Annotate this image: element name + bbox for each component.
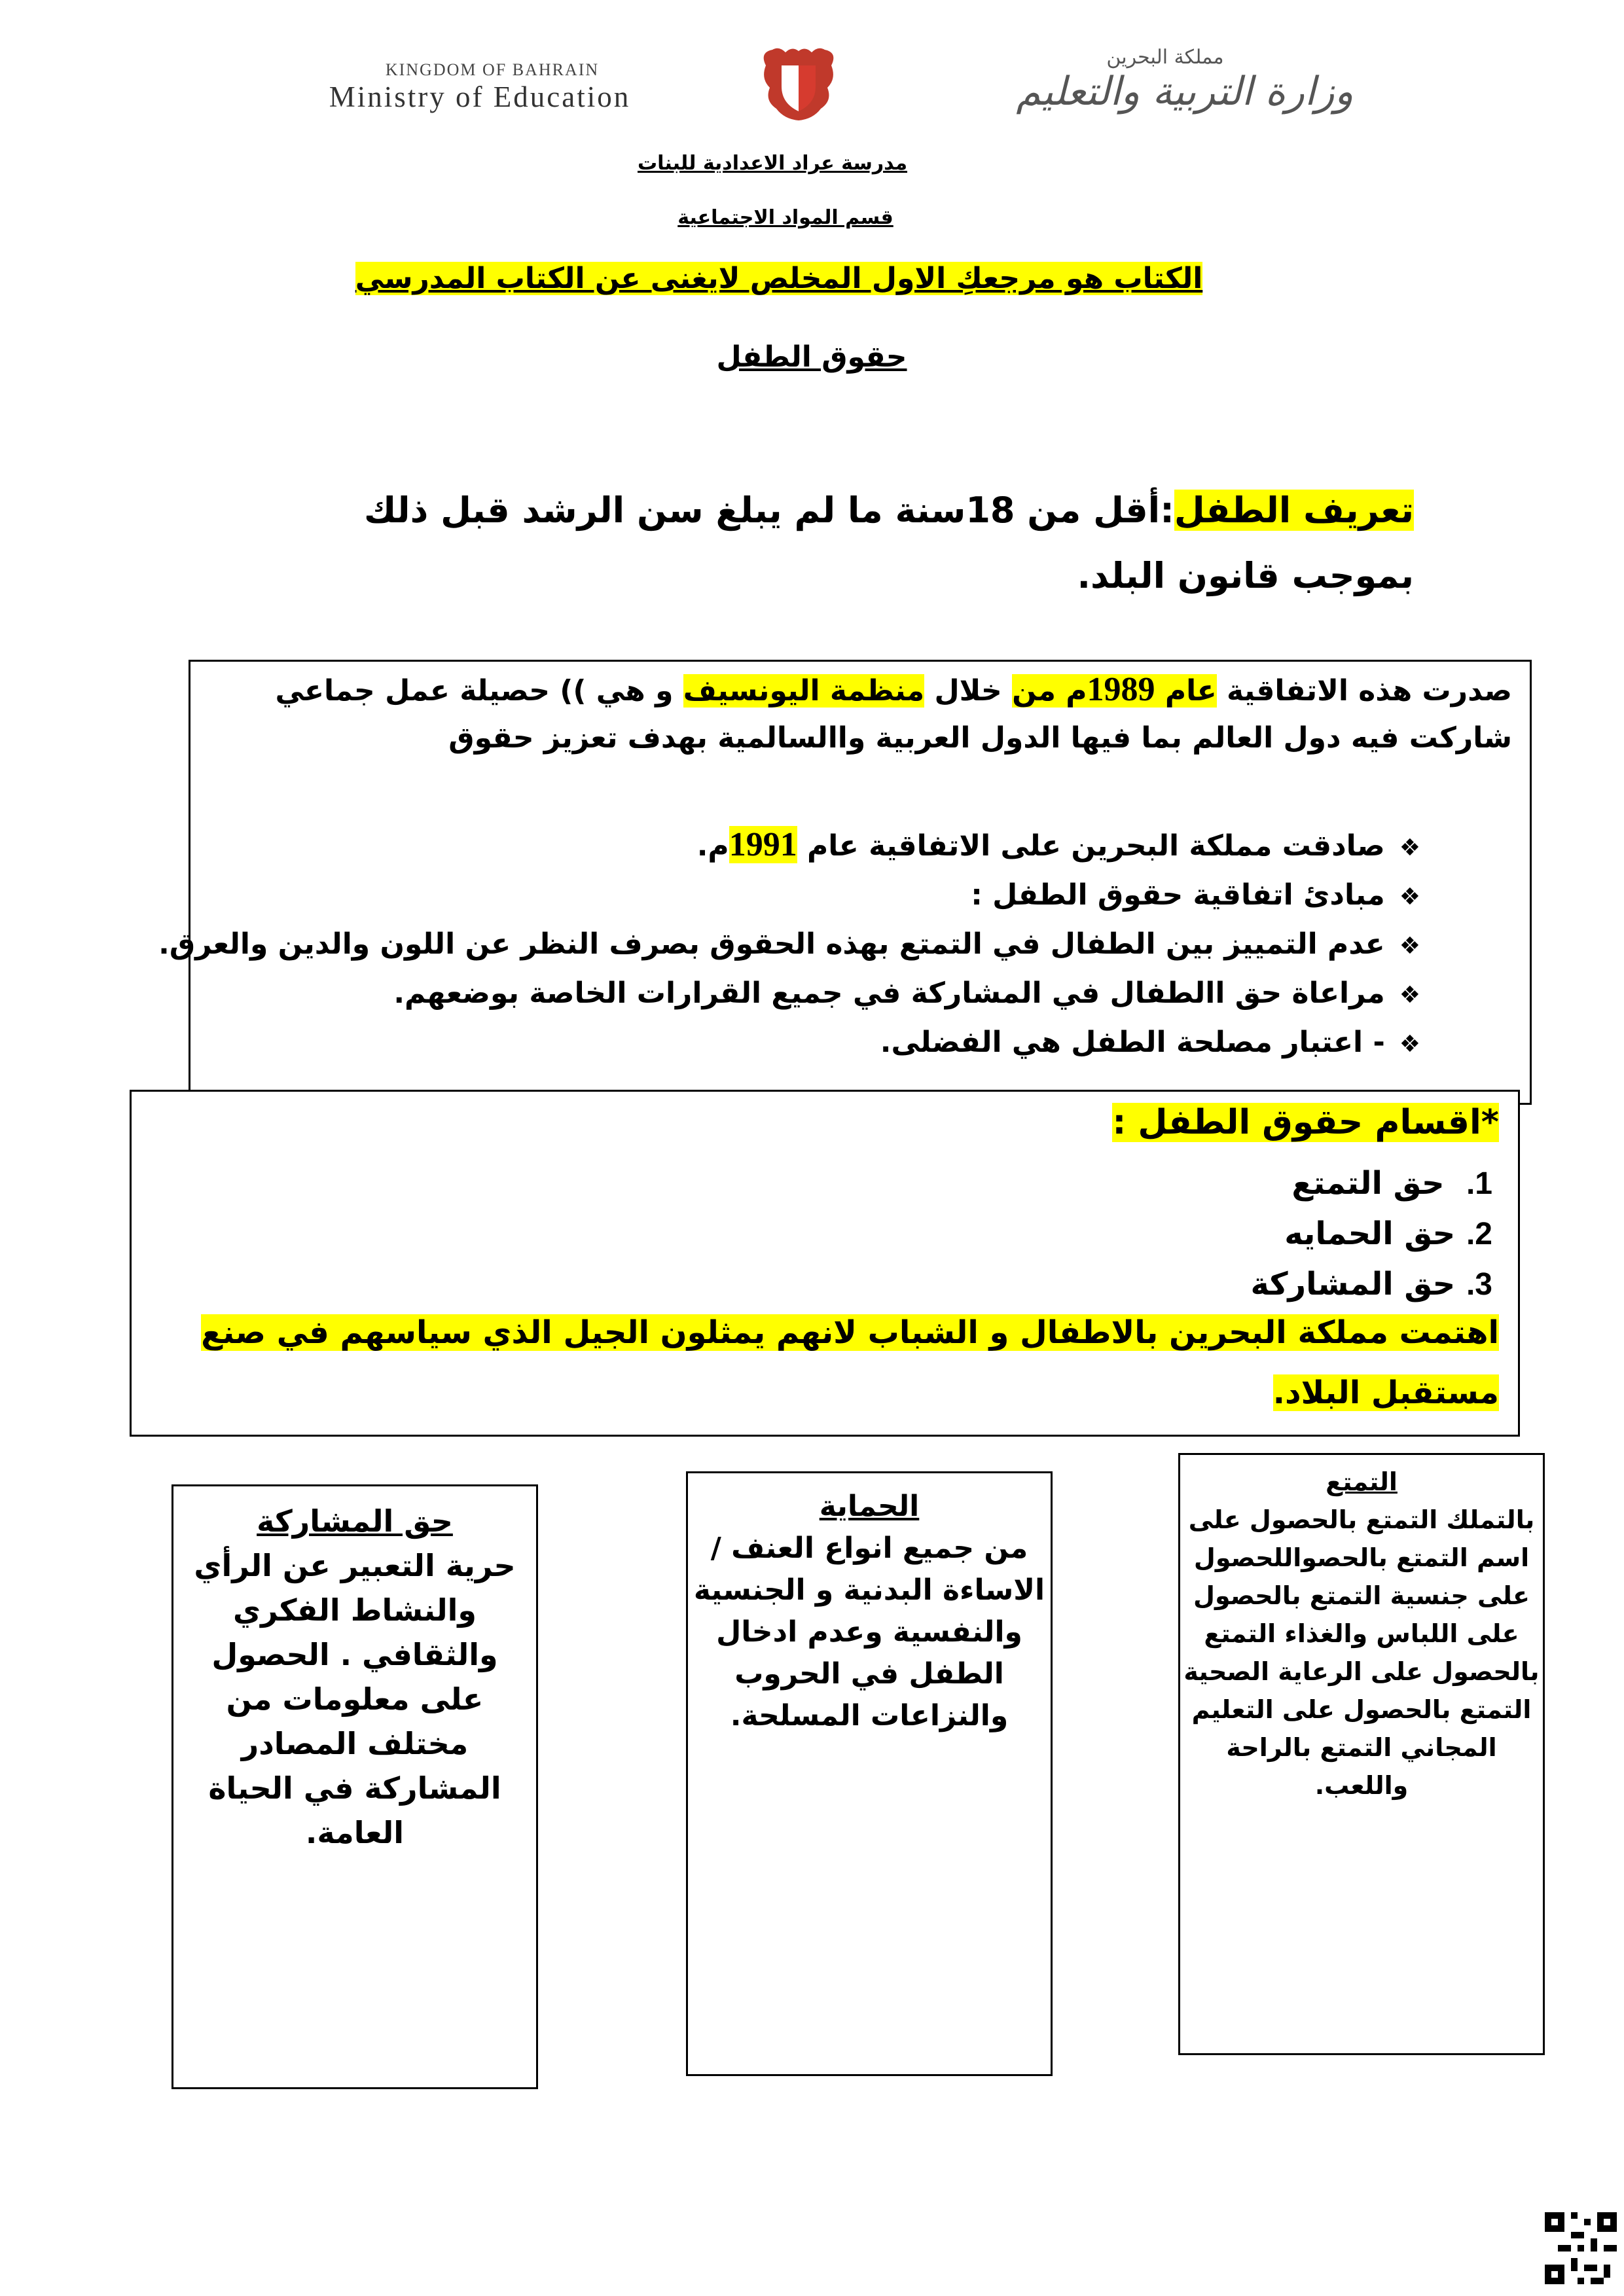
list-item-number: 3. (1466, 1267, 1492, 1302)
diamond-bullet-icon: ❖ (1399, 982, 1420, 1009)
motto (340, 262, 1218, 295)
sections-title (995, 1103, 1499, 1142)
list-item-label: حق التمتع (1291, 1165, 1445, 1202)
qr-code-icon (1545, 2212, 1617, 2284)
year-label: عام (1155, 674, 1217, 708)
card-enjoyment-title: التمتع (1326, 1467, 1398, 1496)
motto-text: الكتاب هو مرجعكِ الاول المخلص لايغنى عن الكتاب المدرسي (355, 262, 1203, 295)
card-participation-content (177, 1499, 533, 1855)
definition-colon: : (1160, 490, 1174, 531)
card-protection-content (691, 1486, 1047, 1737)
arabic-kingdom-label: مملكة البحرين (1106, 46, 1224, 69)
bullet-item-ratification (177, 821, 1420, 872)
org-unicef: منظمة اليونسيف (683, 674, 925, 708)
bullet-1-suffix: م. (696, 829, 729, 863)
arabic-ministry-label: وزارة التربية والتعليم (1016, 69, 1354, 115)
english-ministry-label: Ministry of Education (329, 81, 631, 113)
card-enjoyment-body: بالتملك التمتع بالحصول على اسم التمتع بالحصواللحصول على جنسية التمتع بالحصول على اللباس والغذاء التمتع بالحصول على الرعاية الصحية التمتع بالحصول على التعليم المجاني التمتع بالراحة واللعب. (1183, 1505, 1540, 1800)
intro-through: خلال (924, 674, 1013, 708)
convention-bullets (158, 821, 1420, 1068)
card-participation-body: حرية التعبير عن الرأي والنشاط الفكري والثقافي . الحصول على معلومات من مختلف المصادر المشاركة في الحياة العامة. (194, 1548, 516, 1850)
list-item-label: حق الحمايه (1284, 1215, 1456, 1252)
sections-note (196, 1302, 1499, 1423)
card-protection-title: الحماية (819, 1490, 920, 1523)
bullet-2-text: مبادئ اتفاقية حقوق الطفل : (971, 878, 1385, 912)
bullet-item-participation (177, 970, 1420, 1019)
card-protection-body: من جميع انواع العنف / الاساءة البدنية و الجنسية والنفسية وعدم ادخال الطفل في الحروب والنزاعات المسلحة. (693, 1532, 1045, 1732)
diamond-bullet-icon: ❖ (1399, 834, 1420, 861)
bullet-1-text: صادقت مملكة البحرين على الاتفاقية عام (797, 829, 1385, 863)
intro-text-2: و هي )) حصيلة عمل جماعي شاركت فيه دول العالم بما فيها الدول العربية واالسالمية بهدف تعزيز حقوق (275, 674, 1512, 755)
sections-title-text: *اقسام حقوق الطفل : (1112, 1103, 1499, 1142)
convention-intro (216, 666, 1512, 762)
page-title: حقوق الطفل (716, 340, 907, 374)
card-enjoyment-content (1183, 1463, 1540, 1804)
year-1991: 1991 (729, 826, 797, 863)
definition-text: أقل من 18سنة ما لم يبلغ سن الرشد قبل ذلك بموجب قانون البلد. (364, 490, 1414, 596)
school-name: مدرسة عراد الاعدادية للبنات (637, 152, 908, 175)
list-item (1100, 1209, 1492, 1259)
bullet-5-text: - اعتبار مصلحة الطفل هي الفضلى. (880, 1026, 1385, 1059)
definition-label: تعريف الطفل (1174, 490, 1414, 531)
card-participation-title: حق المشاركة (257, 1503, 453, 1539)
list-item-number: 1. (1466, 1166, 1492, 1201)
intro-text-1: صدرت هذه الاتفاقية (1216, 674, 1512, 708)
diamond-bullet-icon: ❖ (1399, 884, 1420, 910)
bullet-4-text: مراعاة حق االطفال في المشاركة في جميع القرارات الخاصة بوضعهم. (393, 977, 1385, 1010)
list-item (1100, 1158, 1492, 1209)
list-item-number: 2. (1466, 1217, 1492, 1251)
year-suffix: م من (1012, 674, 1087, 708)
bullet-3-text: عدم التمييز بين الطفال في التمتع بهذه الحقوق بصرف النظر عن اللون والدين والعرق. (158, 927, 1385, 961)
sections-note-text: اهتمت مملكة البحرين بالاطفال و الشباب لانهم يمثلون الجيل الذي سياسهم في صنع مستقبل البلاد. (201, 1314, 1499, 1411)
english-kingdom-label: KINGDOM OF BAHRAIN (385, 60, 600, 79)
diamond-bullet-icon: ❖ (1399, 933, 1420, 960)
child-definition (249, 478, 1414, 609)
sections-list (1100, 1158, 1492, 1310)
list-item-label: حق المشاركة (1250, 1266, 1456, 1302)
year-1989: 1989 (1087, 671, 1155, 708)
bahrain-emblem-icon (759, 46, 838, 122)
diamond-bullet-icon: ❖ (1399, 1031, 1420, 1058)
bullet-item-best-interest (177, 1019, 1420, 1068)
bullet-item-principles (177, 872, 1420, 921)
bullet-item-non-discrimination (158, 921, 1420, 970)
department-name: قسم المواد الاجتماعية (677, 206, 893, 229)
year-highlight (1012, 671, 1217, 708)
